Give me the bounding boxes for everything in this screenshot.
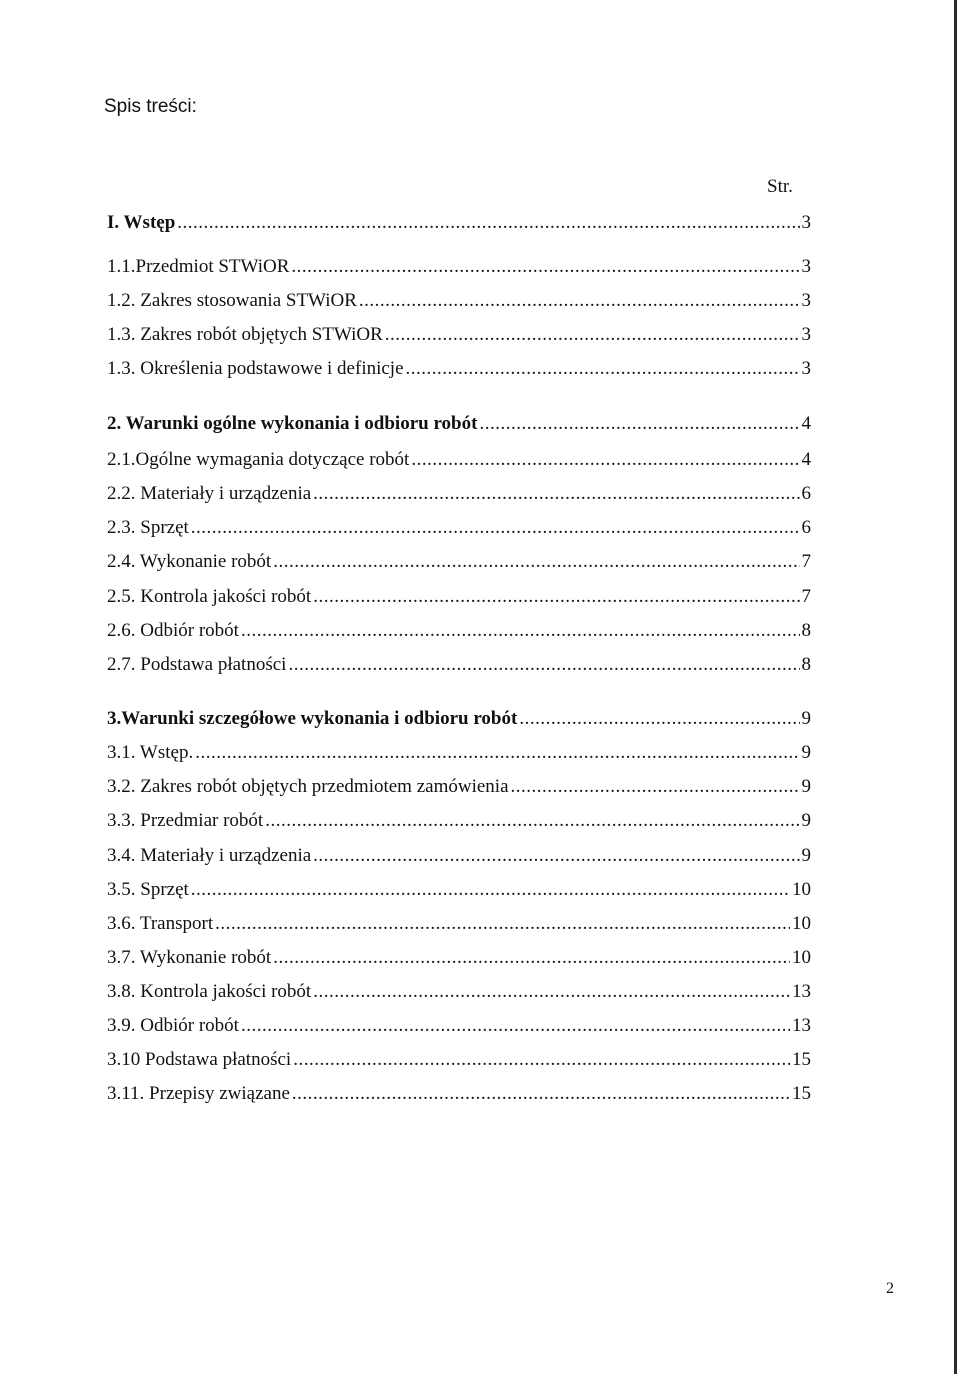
toc-entry bbox=[107, 1049, 811, 1073]
toc-entry bbox=[107, 551, 811, 575]
toc-entry-label: 3.1. Wstęp. bbox=[107, 742, 194, 763]
dot-leader bbox=[411, 449, 799, 471]
toc-entry bbox=[107, 324, 811, 348]
toc-entry-label: 2.5. Kontrola jakości robót bbox=[107, 586, 312, 607]
dot-leader bbox=[313, 981, 790, 1003]
toc-entry-page: 3 bbox=[801, 358, 811, 379]
toc-entry-page: 3 bbox=[801, 324, 811, 345]
toc-entry-page: 13 bbox=[792, 1015, 811, 1036]
toc-entry bbox=[107, 947, 811, 971]
toc-entry-label: 3.6. Transport bbox=[107, 913, 214, 934]
toc-entry-page: 10 bbox=[792, 913, 811, 934]
toc-entry bbox=[107, 256, 811, 280]
toc-entry-page: 8 bbox=[801, 654, 811, 675]
dot-leader bbox=[191, 879, 790, 901]
toc-entry bbox=[107, 358, 811, 382]
toc-entry-page: 9 bbox=[801, 810, 811, 831]
dot-leader bbox=[313, 845, 799, 867]
scan-edge bbox=[954, 0, 957, 1374]
toc-entry bbox=[107, 776, 811, 800]
dot-leader bbox=[288, 654, 799, 676]
toc-entry-label: I. Wstęp bbox=[107, 212, 176, 233]
toc-entry-page: 9 bbox=[801, 742, 811, 763]
toc-entry bbox=[107, 449, 811, 473]
toc-entry-label: 2.4. Wykonanie robót bbox=[107, 551, 272, 572]
toc-entry-page: 6 bbox=[801, 483, 811, 504]
toc-entry bbox=[107, 845, 811, 869]
dot-leader bbox=[511, 776, 800, 798]
toc-entry-label: 2.3. Sprzęt bbox=[107, 517, 189, 538]
dot-leader bbox=[313, 586, 799, 608]
dot-leader bbox=[241, 1015, 790, 1037]
toc-entry bbox=[107, 1083, 811, 1107]
toc-entry bbox=[107, 913, 811, 937]
toc-entry-label: 3.10 Podstawa płatności bbox=[107, 1049, 292, 1070]
dot-leader bbox=[359, 290, 800, 312]
page-column-label: Str. bbox=[767, 176, 793, 197]
toc-entry-page: 7 bbox=[801, 586, 811, 607]
toc-entry-page: 15 bbox=[792, 1049, 811, 1070]
dot-leader bbox=[195, 742, 799, 764]
dot-leader bbox=[292, 1083, 790, 1105]
toc-entry bbox=[107, 517, 811, 541]
toc-entry bbox=[107, 290, 811, 314]
toc-entry bbox=[107, 981, 811, 1005]
toc-entry-label: 3.11. Przepisy związane bbox=[107, 1083, 290, 1104]
toc-entry bbox=[107, 708, 811, 732]
toc-entry-label: 3.5. Sprzęt bbox=[107, 879, 189, 900]
dot-leader bbox=[177, 212, 799, 234]
toc-entry-label: 2. Warunki ogólne wykonania i odbioru robót bbox=[107, 413, 478, 434]
toc-entry-page: 8 bbox=[801, 620, 811, 641]
toc-entry-page: 4 bbox=[801, 413, 811, 434]
toc-entry bbox=[107, 1015, 811, 1039]
toc-entry bbox=[107, 483, 811, 507]
dot-leader bbox=[293, 1049, 790, 1071]
toc-entry-page: 7 bbox=[801, 551, 811, 572]
dot-leader bbox=[406, 358, 800, 380]
toc-entry-label: 3.8. Kontrola jakości robót bbox=[107, 981, 312, 1002]
toc-entry-page: 4 bbox=[801, 449, 811, 470]
dot-leader bbox=[215, 913, 790, 935]
dot-leader bbox=[273, 947, 790, 969]
toc-entry-label: 3.2. Zakres robót objętych przedmiotem zamówienia bbox=[107, 776, 509, 797]
toc-entry bbox=[107, 586, 811, 610]
toc-entry-label: 1.3. Określenia podstawowe i definicje bbox=[107, 358, 404, 379]
toc-entry-label: 3.9. Odbiór robót bbox=[107, 1015, 239, 1036]
toc-entry-page: 10 bbox=[792, 879, 811, 900]
toc-entry-label: 3.7. Wykonanie robót bbox=[107, 947, 272, 968]
dot-leader bbox=[479, 413, 799, 435]
page-title: Spis treści: bbox=[104, 96, 197, 117]
toc-entry bbox=[107, 810, 811, 834]
dot-leader bbox=[273, 551, 799, 573]
toc-entry bbox=[107, 879, 811, 903]
toc-entry bbox=[107, 620, 811, 644]
toc-entry-page: 3 bbox=[801, 256, 811, 277]
toc-entry-page: 3 bbox=[801, 212, 811, 233]
toc-entry-label: 2.7. Podstawa płatności bbox=[107, 654, 287, 675]
toc-entry-label: 3.Warunki szczegółowe wykonania i odbioru robót bbox=[107, 708, 518, 729]
dot-leader bbox=[385, 324, 800, 346]
toc-entry-page: 3 bbox=[801, 290, 811, 311]
toc-entry bbox=[107, 742, 811, 766]
toc-entry-label: 1.1.Przedmiot STWiOR bbox=[107, 256, 290, 277]
toc-entry-page: 9 bbox=[801, 845, 811, 866]
toc-entry bbox=[107, 654, 811, 678]
toc-entry-label: 3.3. Przedmiar robót bbox=[107, 810, 264, 831]
page-number: 2 bbox=[886, 1280, 894, 1297]
dot-leader bbox=[265, 810, 799, 832]
toc-entry-label: 1.3. Zakres robót objętych STWiOR bbox=[107, 324, 383, 345]
toc-entry-page: 9 bbox=[801, 708, 811, 729]
toc-entry-page: 10 bbox=[792, 947, 811, 968]
dot-leader bbox=[313, 483, 799, 505]
toc-entry-page: 6 bbox=[801, 517, 811, 538]
toc-entry-label: 2.2. Materiały i urządzenia bbox=[107, 483, 312, 504]
dot-leader bbox=[241, 620, 800, 642]
toc-entry-label: 1.2. Zakres stosowania STWiOR bbox=[107, 290, 357, 311]
dot-leader bbox=[291, 256, 799, 278]
toc-entry-page: 13 bbox=[792, 981, 811, 1002]
toc-entry-label: 2.6. Odbiór robót bbox=[107, 620, 239, 641]
toc-entry-label: 2.1.Ogólne wymagania dotyczące robót bbox=[107, 449, 410, 470]
toc-entry-page: 9 bbox=[801, 776, 811, 797]
toc-entry-page: 15 bbox=[792, 1083, 811, 1104]
dot-leader bbox=[191, 517, 800, 539]
dot-leader bbox=[519, 708, 799, 730]
toc-entry bbox=[107, 212, 811, 236]
toc-entry-label: 3.4. Materiały i urządzenia bbox=[107, 845, 312, 866]
toc-entry bbox=[107, 413, 811, 437]
